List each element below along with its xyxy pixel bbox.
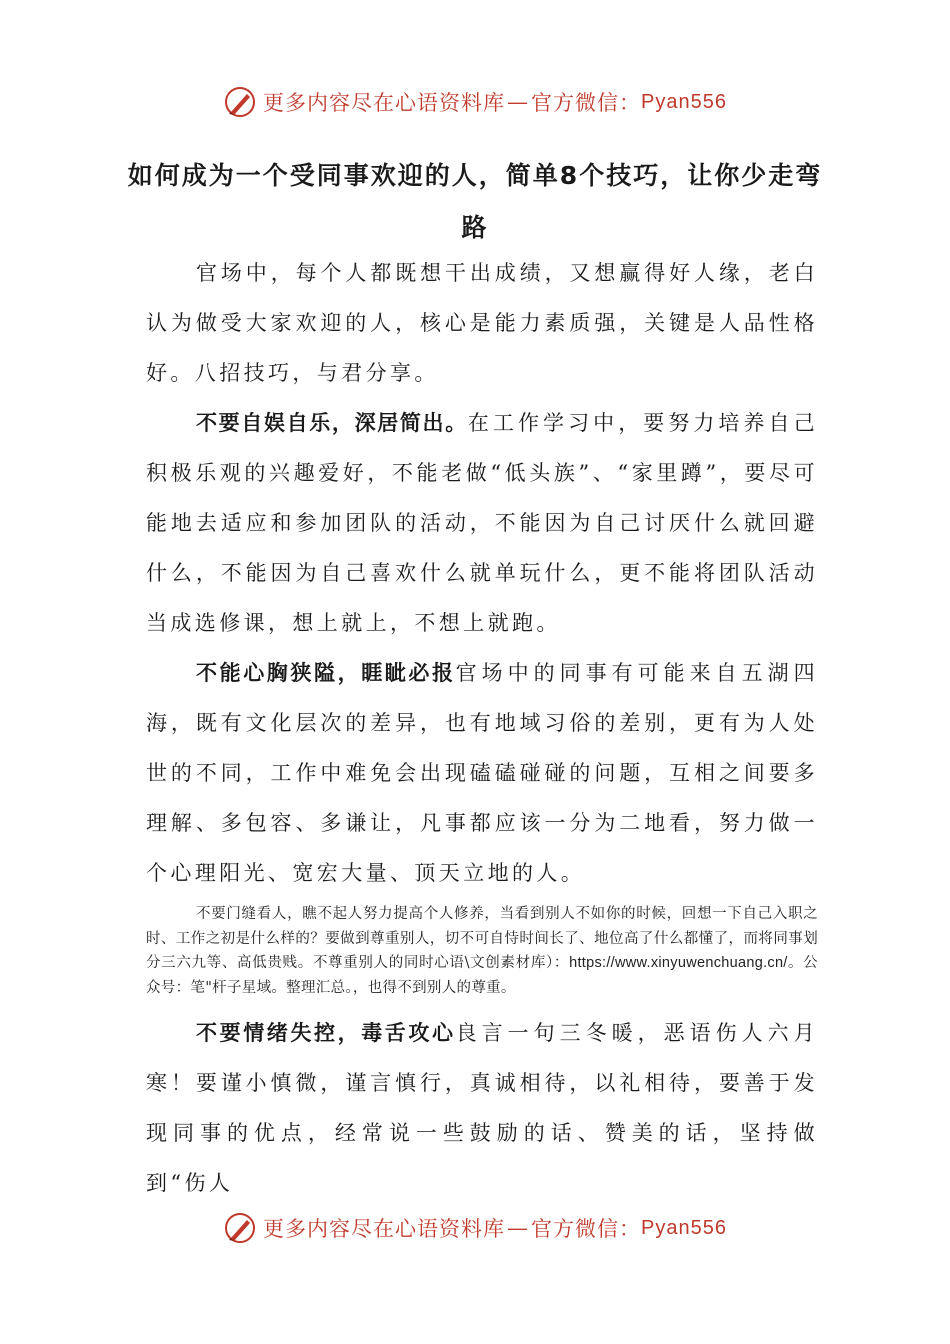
small-note-tail: 。公众号：笔"杆子星域。整理汇总。，也得不到别人的尊重。 [146, 955, 818, 996]
watermark-banner-bottom [0, 1208, 950, 1248]
small-note-paragraph [146, 902, 818, 1000]
section-heading-3: 不要情绪失控，毒舌攻心 [196, 1021, 456, 1045]
article-title: 如何成为一个受同事欢迎的人，简单8个技巧，让你少走弯路 [127, 161, 823, 242]
section-body-1: 在工作学习中，要努力培养自己积极乐观的兴趣爱好，不能老做“低头族”、“家里蹲”，要尽可能地去适应和参加团队的活动，不能因为自己讨厌什么就回避什么，不能因为自己喜欢什么就单玩什么，更不能将团队活动当成选修课，想上就上，不想上就跑。 [146, 411, 818, 635]
banner-wechat-id: Pyan556 [641, 90, 727, 113]
watermark-banner-top [0, 82, 950, 122]
pen-logo-icon [223, 1211, 257, 1245]
section-paragraph-3 [146, 1008, 818, 1208]
banner-text: 更多内容尽在心语资料库 [263, 1217, 506, 1241]
banner-wechat-id: Pyan556 [641, 1216, 727, 1239]
small-note-text: 不要门缝看人，瞧不起人努力提高个人修养，当看到别人不如你的时候，回想一下自己入职之时、工作之初是什么样的？要做到尊重别人，切不可自恃时间长了、地位高了什么都懂了，而将同事划分三六九等、高低贵贱。不尊重别人的同时心语\文创素材库）： [146, 906, 818, 971]
banner-label: 官方微信： [531, 1217, 642, 1241]
section-body-2: 官场中的同事有可能来自五湖四海，既有文化层次的差异，也有地域习俗的差别，更有为人处世的不同，工作中难免会出现磕磕碰碰的问题，互相之间要多理解、多包容、多谦让，凡事都应该一分为二地看，努力做一个心理阳光、宽宏大量、顶天立地的人。 [146, 661, 819, 885]
article-body [146, 248, 818, 1208]
pen-logo-icon [223, 85, 257, 119]
section-paragraph-1 [146, 398, 818, 648]
section-heading-1: 不要自娱自乐，深居简出。 [196, 411, 468, 435]
banner-separator: — [507, 90, 530, 114]
section-heading-2: 不能心胸狭隘，睚眦必报 [196, 661, 456, 685]
section-paragraph-2 [146, 648, 818, 898]
source-url-link[interactable]: https://www.xinyuwenchuang.cn/ [569, 955, 788, 971]
section-body-3: 良言一句三冬暖，恶语伤人六月寒！要谨小慎微，谨言慎行，真诚相待，以礼相待，要善于发现同事的优点，经常说一些鼓励的话、赞美的话，坚持做到“伤人 [146, 1021, 819, 1195]
banner-separator: — [507, 1216, 530, 1240]
banner-label: 官方微信： [531, 91, 642, 115]
banner-text: 更多内容尽在心语资料库 [263, 91, 506, 115]
intro-paragraph: 官场中，每个人都既想干出成绩，又想赢得好人缘，老白认为做受大家欢迎的人，核心是能力素质强，关键是人品性格好。八招技巧，与君分享。 [146, 261, 818, 385]
